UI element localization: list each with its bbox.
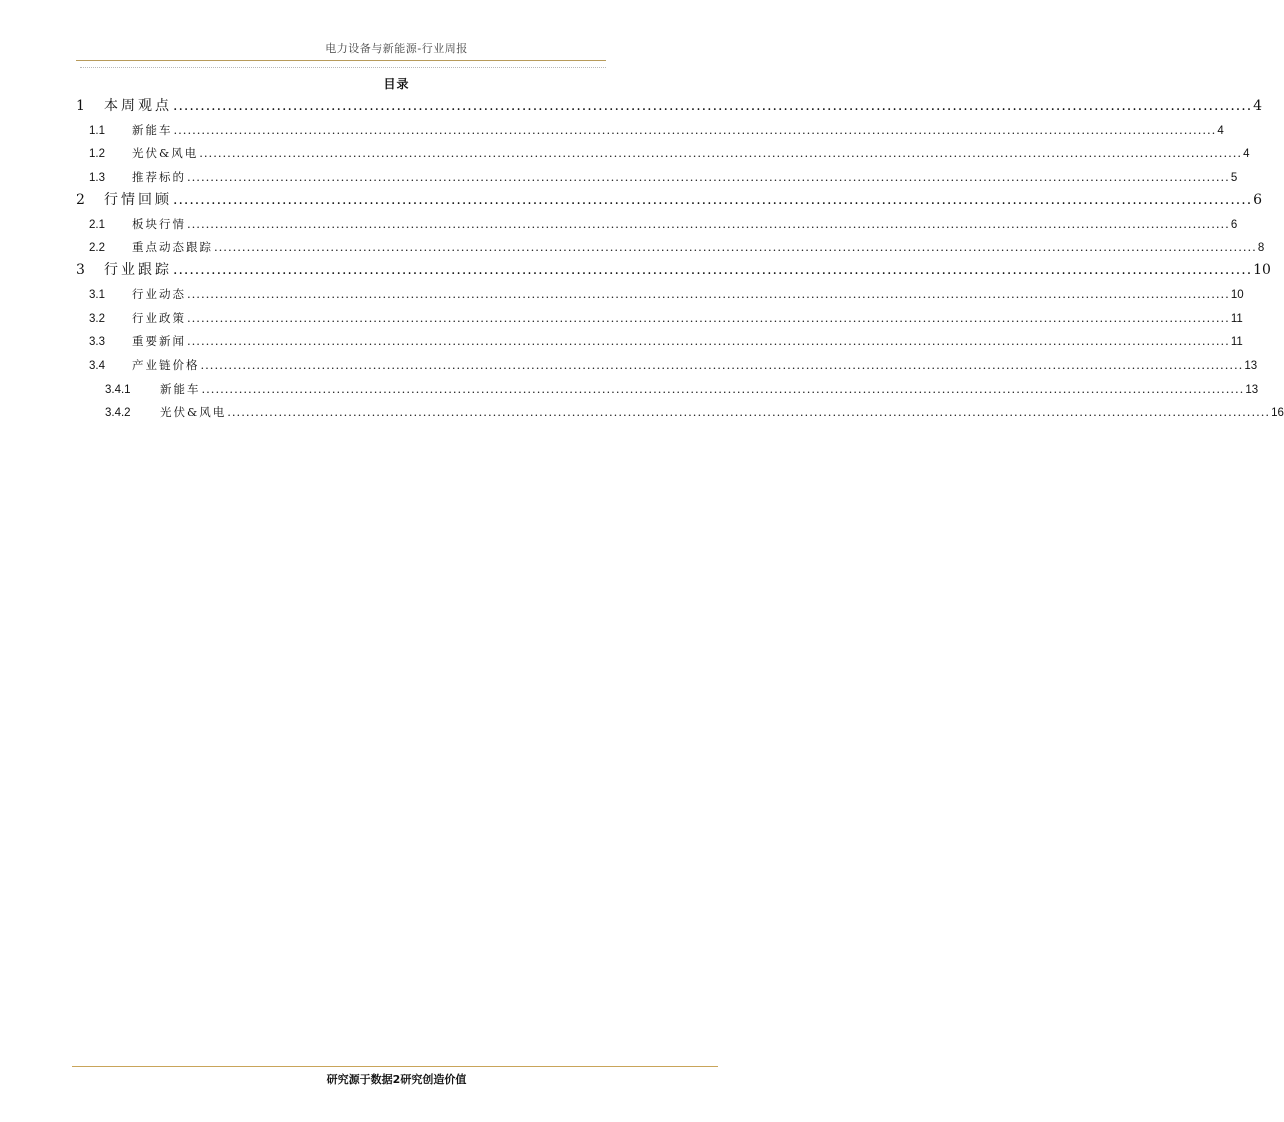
toc-entry-number: 2 — [76, 192, 85, 208]
toc-entry-title: 重要新闻 — [132, 334, 186, 348]
toc-entry-page: 4 — [1217, 125, 1224, 137]
toc-entry-1-1[interactable] — [89, 121, 1224, 139]
toc-entry-title: 行业政策 — [132, 311, 186, 325]
toc-dot-leader: ................................................................................................................................................................................................................................ — [187, 170, 1230, 184]
toc-entry-2[interactable] — [76, 190, 1263, 210]
toc-entry-1-2[interactable] — [89, 144, 1250, 162]
toc-entry-page: 4 — [1243, 148, 1250, 160]
toc-dot-leader: ................................................................................................................................................................................................................................ — [227, 405, 1271, 419]
toc-entry-page: 8 — [1257, 242, 1265, 254]
toc-entry-2-2[interactable] — [89, 238, 1265, 256]
toc-entry-title: 光伏&风电 — [160, 405, 227, 419]
toc-entry-title: 推荐标的 — [132, 170, 186, 184]
toc-title: 目录 — [383, 77, 410, 91]
toc-entry-title: 行业跟踪 — [104, 262, 172, 278]
toc-entry-3-3[interactable] — [89, 332, 1243, 350]
toc-entry-number: 3.4 — [89, 360, 105, 372]
footer-divider — [72, 1066, 718, 1067]
toc-entry-3-4[interactable] — [89, 356, 1258, 374]
toc-entry-number: 3.2 — [89, 313, 105, 325]
toc-entry-number: 1.1 — [89, 125, 105, 137]
toc-entry-page: 11 — [1230, 313, 1243, 325]
toc-entry-page: 6 — [1253, 192, 1263, 208]
toc-entry-title: 本周观点 — [104, 98, 172, 114]
toc-dot-leader: ................................................................................................................................................................................................................................ — [187, 217, 1230, 231]
toc-entry-title: 光伏&风电 — [132, 146, 199, 160]
toc-entry-number: 2.2 — [89, 242, 105, 254]
toc-entry-page: 6 — [1230, 219, 1238, 231]
toc-entry-1-3[interactable] — [89, 168, 1238, 186]
toc-entry-number: 3.4.1 — [105, 384, 131, 396]
toc-dot-leader: ...................................................................................................................................................................................................... — [173, 98, 1253, 114]
toc-entry-page: 13 — [1244, 360, 1258, 372]
toc-entry-title: 行业动态 — [132, 287, 186, 301]
toc-dot-leader: ................................................................................................................................................................................................................................ — [187, 287, 1230, 301]
toc-entry-title: 新能车 — [160, 382, 201, 396]
toc-entry-3[interactable] — [76, 260, 1271, 280]
header-divider — [76, 60, 606, 61]
toc-entry-title: 板块行情 — [132, 217, 186, 231]
toc-entry-number: 1 — [76, 98, 85, 114]
toc-entry-2-1[interactable] — [89, 215, 1238, 233]
toc-entry-title: 行情回顾 — [104, 192, 172, 208]
toc-entry-page: 11 — [1230, 336, 1243, 348]
toc-dot-leader: ................................................................................................................................................................................................................................ — [199, 146, 1243, 160]
toc-entry-1[interactable] — [76, 96, 1263, 116]
toc-entry-number: 3 — [76, 262, 85, 278]
toc-entry-number: 1.3 — [89, 172, 105, 184]
toc-entry-3-1[interactable] — [89, 285, 1244, 303]
toc-dot-leader: ................................................................................................................................................................................................................................ — [200, 358, 1244, 372]
toc-entry-number: 3.1 — [89, 289, 105, 301]
toc-entry-page: 4 — [1253, 98, 1263, 114]
toc-dot-leader: ...................................................................................................................................................................................................... — [173, 192, 1253, 208]
toc-entry-3-4-2[interactable] — [105, 403, 1284, 421]
toc-entry-3-2[interactable] — [89, 309, 1243, 327]
toc-entry-page: 10 — [1230, 289, 1244, 301]
report-header-title: 电力设备与新能源-行业周报 — [325, 42, 468, 55]
toc-entry-title: 产业链价格 — [132, 358, 200, 372]
toc-entry-page: 5 — [1230, 172, 1238, 184]
toc-dot-leader: ................................................................................................................................................................................................................................ — [187, 334, 1230, 348]
toc-entry-title: 重点动态跟踪 — [132, 240, 213, 254]
toc-entry-number: 3.3 — [89, 336, 105, 348]
toc-dot-leader: ................................................................................................................................................................................................................................ — [201, 382, 1245, 396]
toc-entry-number: 3.4.2 — [105, 407, 131, 419]
toc-entry-number: 2.1 — [89, 219, 105, 231]
toc-entry-page: 16 — [1271, 407, 1284, 419]
toc-entry-3-4-1[interactable] — [105, 380, 1259, 398]
header-dotted-divider — [80, 67, 606, 68]
footer-slogan: 研究源于数据2研究创造价值 — [326, 1073, 467, 1086]
toc-entry-title: 新能车 — [132, 123, 173, 137]
toc-dot-leader: ...................................................................................................................................................................................................... — [173, 262, 1253, 278]
toc-dot-leader: ................................................................................................................................................................................................................................ — [187, 311, 1230, 325]
toc-dot-leader: ................................................................................................................................................................................................................................ — [173, 123, 1217, 137]
toc-entry-page: 10 — [1253, 262, 1271, 278]
toc-dot-leader: ................................................................................................................................................................................................................................ — [214, 240, 1257, 254]
toc-entry-number: 1.2 — [89, 148, 105, 160]
toc-entry-page: 13 — [1245, 384, 1259, 396]
